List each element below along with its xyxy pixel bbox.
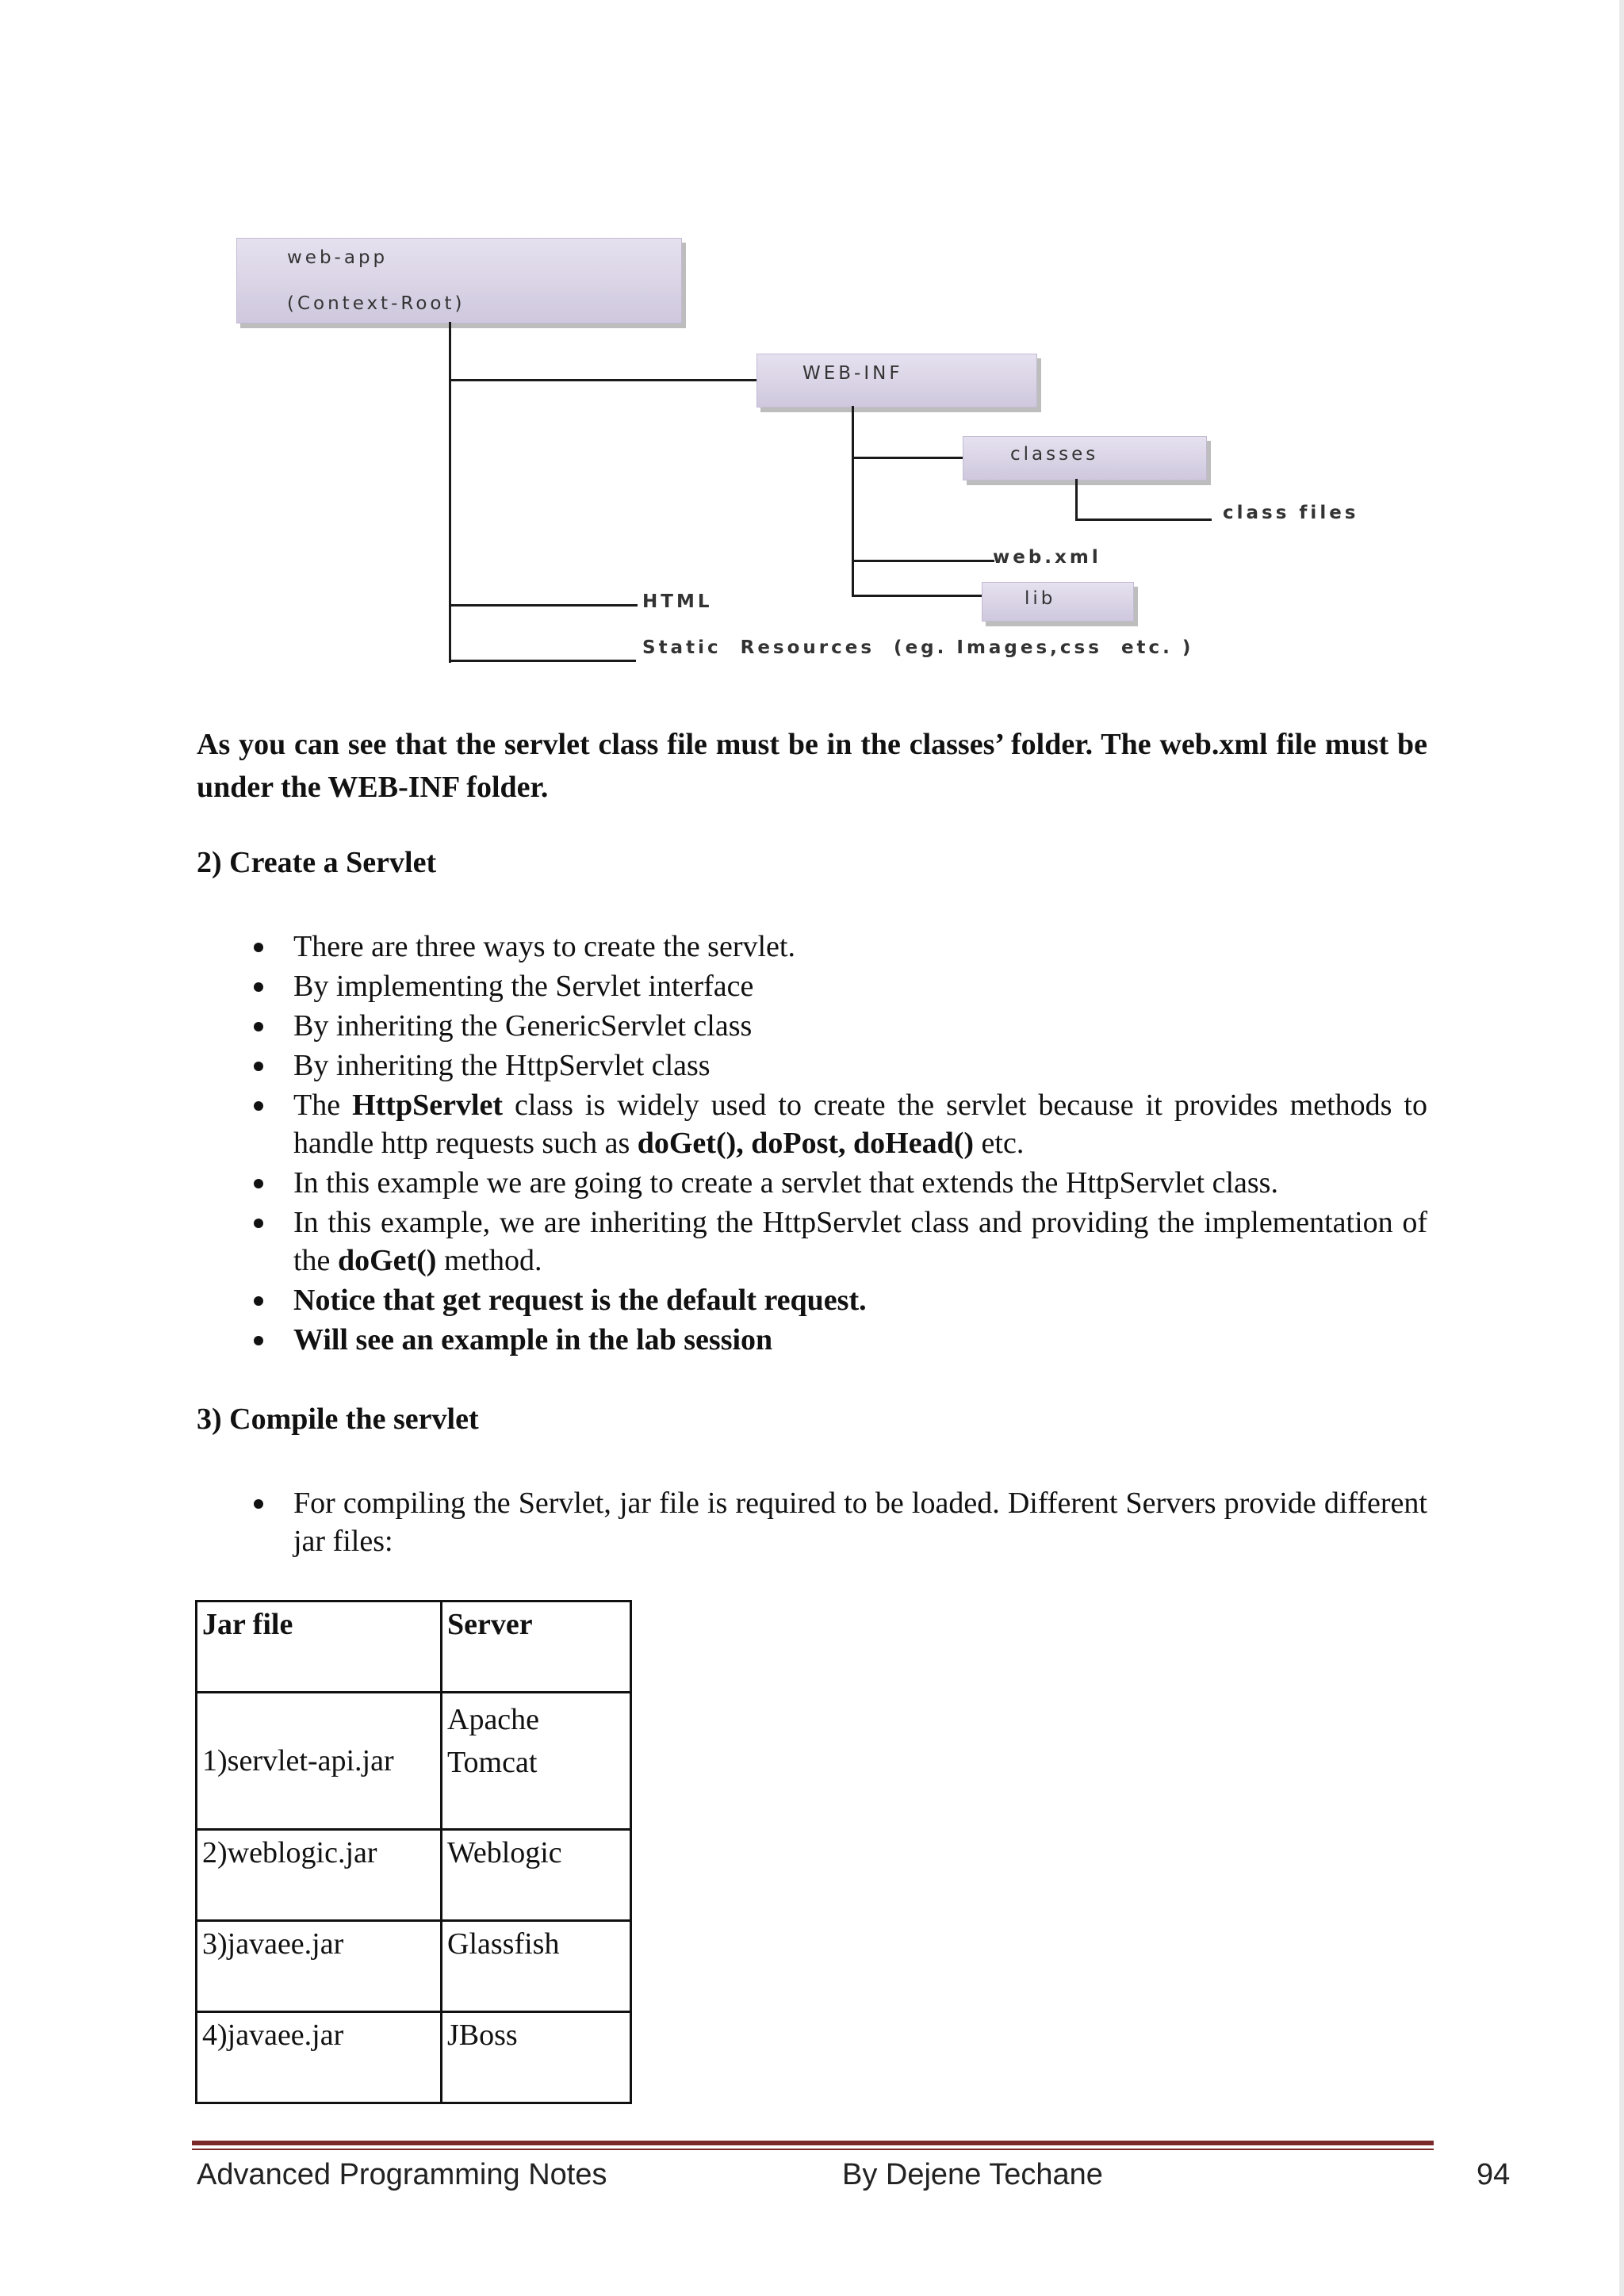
bullet-icon <box>254 1219 263 1228</box>
list-item: Will see an example in the lab session <box>197 1321 1427 1359</box>
bullet-icon <box>254 1101 263 1111</box>
list-item: The HttpServlet class is widely used to create the servlet because it provides methods to handle http requests such as doGet(), doPost, doHead() etc. <box>197 1086 1427 1162</box>
table-cell-jar: 1)servlet-api.jar <box>197 1693 442 1830</box>
list-item: In this example we are going to create a servlet that extends the HttpServlet class. <box>197 1164 1427 1202</box>
section-heading-create-servlet: 2) Create a Servlet <box>197 846 437 879</box>
table-cell-server: Weblogic <box>442 1830 631 1921</box>
root-trunk-line <box>449 322 451 663</box>
create-servlet-list <box>197 928 1427 1360</box>
static-resources-label: Static Resources (eg. Images,css etc. ) <box>642 637 1194 658</box>
lib-box <box>982 582 1134 622</box>
list-item: There are three ways to create the servlet. <box>197 928 1427 966</box>
class-files-label: class files <box>1223 503 1359 523</box>
webinf-trunk-line <box>852 406 854 596</box>
table-cell-server: JBoss <box>442 2012 631 2103</box>
list-item: By inheriting the GenericServlet class <box>197 1007 1427 1045</box>
table-row <box>197 1921 631 2012</box>
static-connector <box>449 660 636 662</box>
list-item: By inheriting the HttpServlet class <box>197 1047 1427 1085</box>
classes-trunk-line <box>1075 479 1078 520</box>
table-cell-jar: 4)javaee.jar <box>197 2012 442 2103</box>
table-cell-jar: 2)weblogic.jar <box>197 1830 442 1921</box>
footer-author: By Dejene Techane <box>842 2158 1103 2191</box>
list-item: By implementing the Servlet interface <box>197 967 1427 1005</box>
table-row <box>197 1830 631 1921</box>
bullet-icon <box>254 1336 263 1345</box>
list-item: For compiling the Servlet, jar file is required to be loaded. Different Servers provide different jar files: <box>197 1484 1427 1560</box>
classes-connector <box>852 457 963 459</box>
webinf-label: WEB-INF <box>802 363 903 384</box>
table-cell-server: Apache Tomcat <box>442 1693 631 1830</box>
intro-paragraph: As you can see that the servlet class file must be in the classes’ folder. The web.xml file must be under the WEB-INF folder. <box>197 728 1427 804</box>
footer-rule-thick <box>192 2141 1434 2145</box>
lib-label: lib <box>1025 588 1056 609</box>
bullet-icon <box>254 982 263 992</box>
table-header-row <box>197 1601 631 1693</box>
compile-servlet-list <box>197 1484 1427 1562</box>
section-heading-compile-servlet: 3) Compile the servlet <box>197 1402 479 1436</box>
column-header-jar-file: Jar file <box>197 1601 442 1693</box>
table-row <box>197 2012 631 2103</box>
table-cell-server: Glassfish <box>442 1921 631 2012</box>
column-header-server: Server <box>442 1601 631 1693</box>
bullet-icon <box>254 1179 263 1188</box>
list-item: In this example, we are inheriting the HttpServlet class and providing the implementation of the doGet() method. <box>197 1203 1427 1280</box>
context-root-label: web-app <box>287 247 389 268</box>
footer-rule-thin <box>192 2149 1434 2150</box>
html-label: HTML <box>642 591 713 612</box>
jar-server-table <box>195 1600 632 2104</box>
bullet-icon <box>254 1499 263 1509</box>
bullet-icon <box>254 1062 263 1071</box>
bullet-icon <box>254 943 263 952</box>
webxml-connector <box>852 560 994 562</box>
footer-course-title: Advanced Programming Notes <box>197 2158 607 2191</box>
classes-label: classes <box>1010 444 1099 465</box>
context-root-sublabel: (Context-Root) <box>287 293 465 314</box>
list-item: Notice that get request is the default request. <box>197 1281 1427 1319</box>
bullet-icon <box>254 1022 263 1031</box>
lib-connector <box>852 595 982 597</box>
bullet-icon <box>254 1296 263 1306</box>
webxml-label: web.xml <box>993 547 1101 568</box>
webinf-connector <box>449 379 756 381</box>
html-connector <box>449 604 638 607</box>
table-cell-jar: 3)javaee.jar <box>197 1921 442 2012</box>
class-files-connector <box>1075 519 1212 521</box>
page-number: 94 <box>1477 2158 1511 2191</box>
table-row <box>197 1693 631 1830</box>
directory-structure-diagram <box>0 0 1624 682</box>
